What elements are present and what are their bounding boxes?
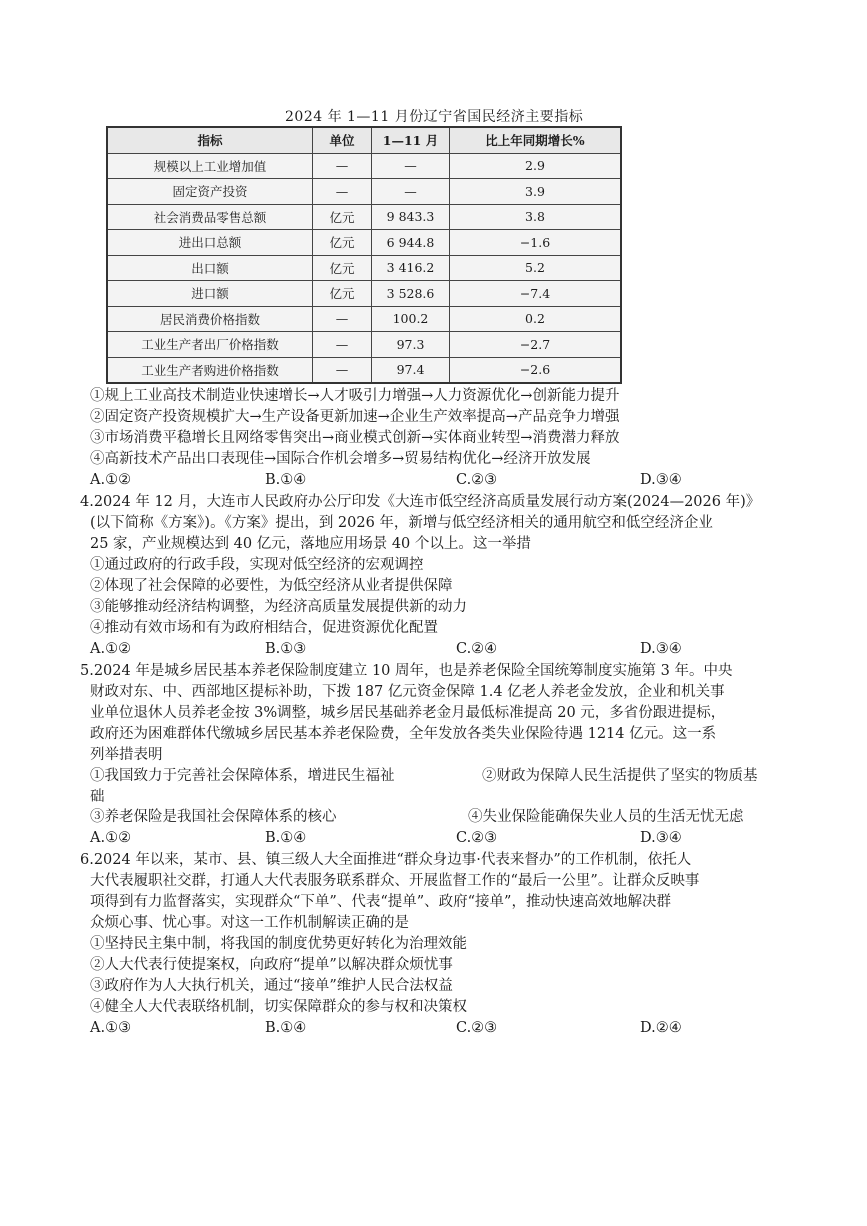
table-row	[107, 306, 621, 332]
q6-option-d[interactable]: D.②④	[640, 1020, 682, 1036]
table-cell: 2.9	[450, 153, 622, 179]
table-cell: 0.2	[450, 306, 622, 332]
q5-option-d[interactable]: D.③④	[640, 830, 682, 846]
table-cell: 进出口总额	[107, 230, 313, 256]
q6-option-b[interactable]: B.①④	[265, 1020, 307, 1036]
table-row	[107, 357, 621, 383]
q4-stem-line-2: (以下简称《方案》)。《方案》提出，到 2026 年，新增与低空经济相关的通用航空和低空经济企业	[90, 515, 713, 531]
q5-item-3: ③养老保险是我国社会保障体系的核心	[90, 809, 337, 825]
q5-item-1: ①我国致力于完善社会保障体系，增进民生福祉	[90, 768, 395, 784]
q5-stem-line-3: 业单位退休人员养老金按 3%调整，城乡居民基础养老金月最低标准提高 20 元，多省份跟进提标，	[90, 705, 726, 721]
table-cell: −7.4	[450, 281, 622, 307]
q4-option-a[interactable]: A.①②	[90, 641, 132, 657]
table-cell: 固定资产投资	[107, 179, 313, 205]
table-cell: —	[313, 357, 372, 383]
q4-item-2: ②体现了社会保障的必要性，为低空经济从业者提供保障	[90, 578, 453, 594]
table-cell: −2.7	[450, 332, 622, 358]
q5-stem-line-4: 政府还为困难群体代缴城乡居民基本养老保险费，全年发放各类失业保险待遇 1214 亿元。这一系	[90, 726, 717, 742]
economic-indicators-table	[106, 126, 622, 384]
table-row	[107, 179, 621, 205]
table-cell: 97.3	[372, 332, 450, 358]
q6-item-4: ④健全人大代表联络机制，切实保障群众的参与权和决策权	[90, 999, 467, 1015]
q6-option-a[interactable]: A.①③	[90, 1020, 132, 1036]
q6-item-3: ③政府作为人大执行机关，通过“接单”维护人民合法权益	[90, 978, 453, 994]
table-cell: 3 416.2	[372, 255, 450, 281]
table-cell: 亿元	[313, 281, 372, 307]
table-cell: 社会消费品零售总额	[107, 204, 313, 230]
q6-option-c[interactable]: C.②③	[456, 1020, 498, 1036]
table-cell: 规模以上工业增加值	[107, 153, 313, 179]
q4-stem-line-1: 4.2024 年 12 月，大连市人民政府办公厅印发《大连市低空经济高质量发展行动方案(2024—2026 年)》	[80, 494, 761, 510]
q6-stem-line-3: 项得到有力监督落实，实现群众“下单”、代表“提单”、政府“接单”，推动快速高效地解决群	[90, 894, 671, 910]
q6-item-2: ②人大代表行使提案权，向政府“提单”以解决群众烦忧事	[90, 957, 453, 973]
q5-item-2: ②财政为保障人民生活提供了坚实的物质基	[482, 768, 758, 784]
q5-option-c[interactable]: C.②③	[456, 830, 498, 846]
table-cell: 100.2	[372, 306, 450, 332]
table-cell: 亿元	[313, 204, 372, 230]
table-cell: 居民消费价格指数	[107, 306, 313, 332]
table-cell: −2.6	[450, 357, 622, 383]
table-cell: 5.2	[450, 255, 622, 281]
q4-item-4: ④推动有效市场和有为政府相结合，促进资源优化配置	[90, 620, 438, 636]
q4-stem-line-3: 25 家，产业规模达到 40 亿元，落地应用场景 40 个以上。这一举措	[90, 536, 531, 552]
q5-stem-line-1: 5.2024 年是城乡居民基本养老保险制度建立 10 周年，也是养老保险全国统筹制度实施第 3 年。中央	[80, 663, 733, 679]
table-row	[107, 230, 621, 256]
table-row	[107, 255, 621, 281]
q5-stem-line-5: 列举措表明	[90, 747, 163, 763]
q3-item-4: ④高新技术产品出口表现佳→国际合作机会增多→贸易结构优化→经济开放发展	[90, 451, 591, 467]
q3-option-d[interactable]: D.③④	[640, 472, 682, 488]
table-cell: —	[313, 153, 372, 179]
table-cell: —	[313, 179, 372, 205]
table-title: 2024 年 1—11 月份辽宁省国民经济主要指标	[285, 109, 584, 125]
table-row	[107, 281, 621, 307]
table-cell: 6 944.8	[372, 230, 450, 256]
table-row	[107, 204, 621, 230]
q4-item-1: ①通过政府的行政手段，实现对低空经济的宏观调控	[90, 557, 424, 573]
q3-option-b[interactable]: B.①④	[265, 472, 307, 488]
header-cell: 1—11 月	[372, 127, 450, 153]
table-cell: —	[372, 153, 450, 179]
header-cell: 指标	[107, 127, 313, 153]
header-cell: 比上年同期增长%	[450, 127, 622, 153]
q4-option-d[interactable]: D.③④	[640, 641, 682, 657]
q5-option-b[interactable]: B.①④	[265, 830, 307, 846]
q5-item-2-continued: 础	[90, 789, 105, 805]
table-cell: —	[372, 179, 450, 205]
q6-stem-line-1: 6.2024 年以来，某市、县、镇三级人大全面推进“群众身边事·代表来督办”的工作机制，依托人	[80, 852, 692, 868]
q6-stem-line-4: 众烦心事、忧心事。对这一工作机制解读正确的是	[90, 915, 409, 931]
q3-option-a[interactable]: A.①②	[90, 472, 132, 488]
table-cell: —	[313, 306, 372, 332]
table-cell: 进口额	[107, 281, 313, 307]
q4-option-c[interactable]: C.②④	[456, 641, 498, 657]
table-cell: 工业生产者出厂价格指数	[107, 332, 313, 358]
table-row	[107, 153, 621, 179]
table-cell: —	[313, 332, 372, 358]
q3-option-c[interactable]: C.②③	[456, 472, 498, 488]
table-header-row	[107, 127, 621, 153]
table-cell: 97.4	[372, 357, 450, 383]
table-row	[107, 332, 621, 358]
table-cell: 3.9	[450, 179, 622, 205]
table-cell: 9 843.3	[372, 204, 450, 230]
table-cell: 3 528.6	[372, 281, 450, 307]
table-cell: 出口额	[107, 255, 313, 281]
q4-option-b[interactable]: B.①③	[265, 641, 307, 657]
table-cell: 亿元	[313, 230, 372, 256]
q5-item-4: ④失业保险能确保失业人员的生活无忧无虑	[468, 809, 744, 825]
q3-item-3: ③市场消费平稳增长且网络零售突出→商业模式创新→实体商业转型→消费潜力释放	[90, 430, 620, 446]
q6-stem-line-2: 大代表履职社交群，打通人大代表服务联系群众、开展监督工作的“最后一公里”。让群众反映事	[90, 873, 700, 889]
table-cell: 3.8	[450, 204, 622, 230]
q5-option-a[interactable]: A.①②	[90, 830, 132, 846]
table-cell: 工业生产者购进价格指数	[107, 357, 313, 383]
q4-item-3: ③能够推动经济结构调整，为经济高质量发展提供新的动力	[90, 599, 467, 615]
header-cell: 单位	[313, 127, 372, 153]
q3-item-1: ①规上工业高技术制造业快速增长→人才吸引力增强→人力资源优化→创新能力提升	[90, 388, 620, 404]
table-cell: −1.6	[450, 230, 622, 256]
table-cell: 亿元	[313, 255, 372, 281]
q6-item-1: ①坚持民主集中制，将我国的制度优势更好转化为治理效能	[90, 936, 467, 952]
q5-stem-line-2: 财政对东、中、西部地区提标补助，下拨 187 亿元资金保障 1.4 亿老人养老金发放，企业和机关事	[90, 684, 725, 700]
q3-item-2: ②固定资产投资规模扩大→生产设备更新加速→企业生产效率提高→产品竞争力增强	[90, 409, 620, 425]
